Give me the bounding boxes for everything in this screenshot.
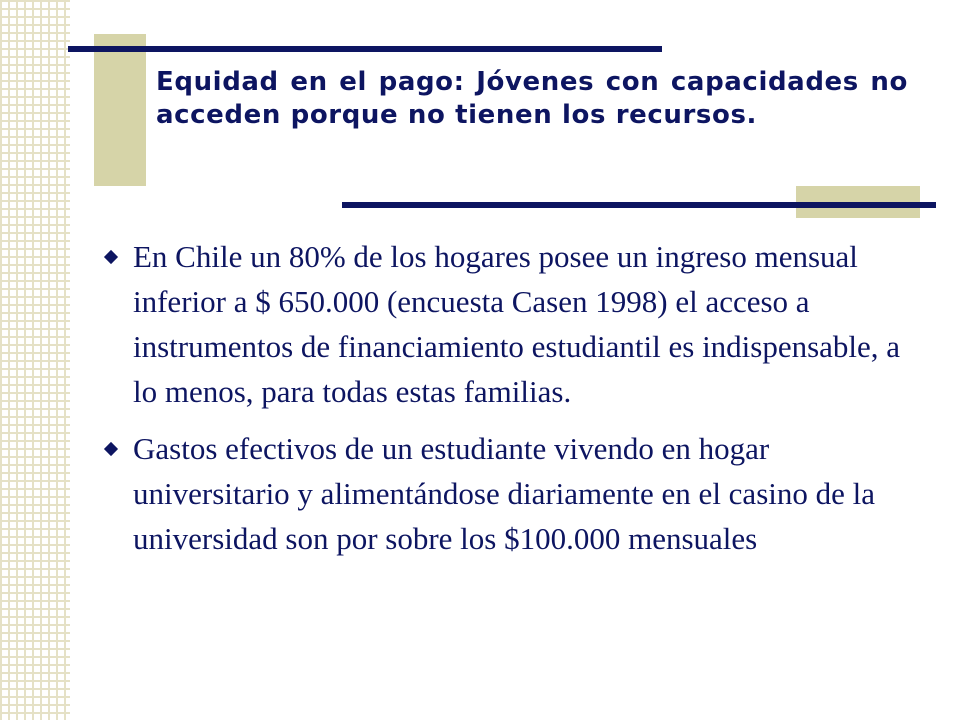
- title-accent-block: [94, 34, 146, 186]
- decorative-edge-pattern: [0, 0, 70, 720]
- diamond-bullet-icon: [104, 250, 118, 264]
- bullet-item: [100, 426, 910, 561]
- bullet-list: [100, 234, 910, 573]
- title-bottom-rule: [342, 202, 936, 208]
- title-top-rule: [68, 46, 662, 52]
- diamond-bullet-icon: [104, 442, 118, 456]
- slide-title: Equidad en el pago: Jóvenes con capacidades no acceden porque no tienen los recursos.: [156, 67, 908, 130]
- bullet-text: En Chile un 80% de los hogares posee un ingreso mensual inferior a $ 650.000 (encuesta Casen 1998) el acceso a instrumentos de financiamiento estudiantil es indispensable, a lo menos, para todas estas familias.: [133, 239, 901, 409]
- bullet-item: [100, 234, 910, 414]
- bullet-text: Gastos efectivos de un estudiante vivendo en hogar universitario y alimentándose diariamente en el casino de la universidad son por sobre los $100.000 mensuales: [133, 431, 876, 556]
